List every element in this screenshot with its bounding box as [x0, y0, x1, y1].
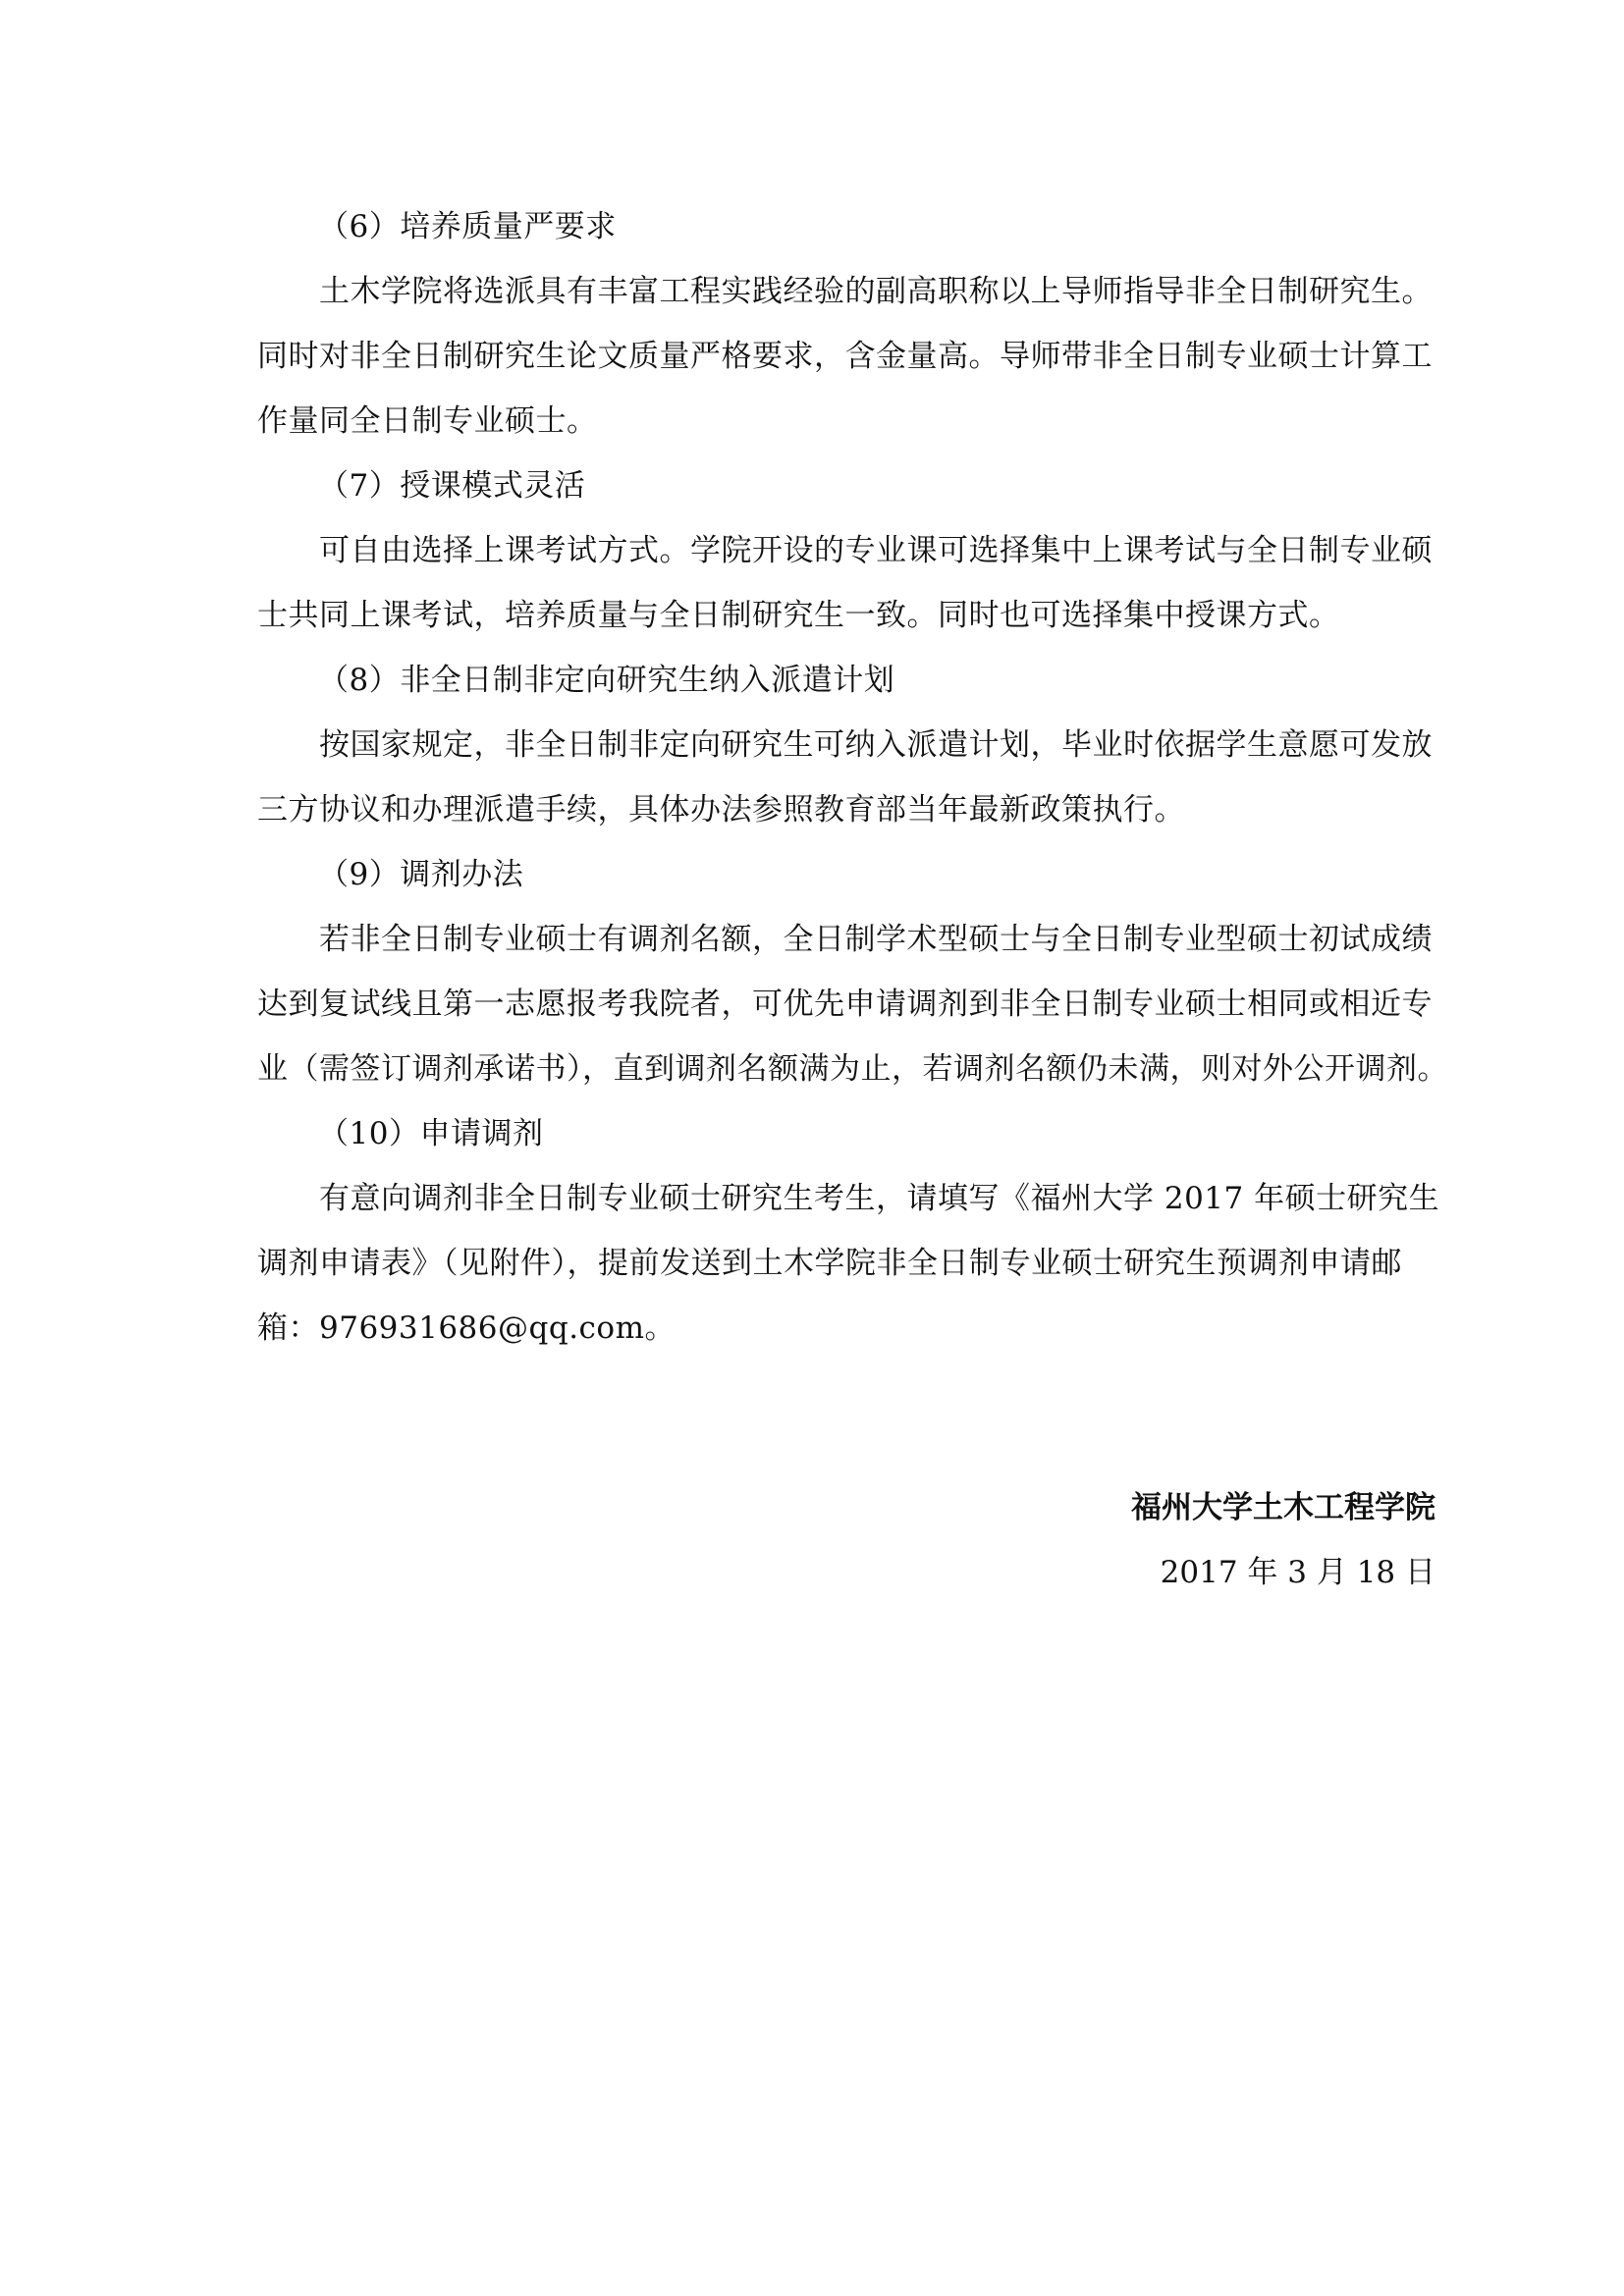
section-heading-text: （10）申请调剂	[318, 1116, 544, 1151]
paragraph-line: 作量同全日制专业硕士。	[257, 403, 598, 439]
paragraph	[257, 907, 1450, 1101]
section-7	[257, 454, 1450, 648]
paragraph-line: 士共同上课考试，培养质量与全日制研究生一致。同时也可选择集中授课方式。	[257, 598, 1340, 633]
paragraph-line: 可自由选择上课考试方式。学院开设的专业课可选择集中上课考试与全日制专业硕	[257, 533, 1433, 568]
paragraph	[257, 518, 1450, 648]
section-6	[257, 194, 1450, 454]
paragraph-line: 有意向调剂非全日制专业硕士研究生考生，请填写《福州大学 2017 年硕士研究生	[257, 1181, 1440, 1216]
paragraph-line: 箱：976931686@qq.com。	[257, 1310, 676, 1346]
paragraph-line: 按国家规定，非全日制非定向研究生可纳入派遣计划，毕业时依据学生意愿可发放	[257, 727, 1433, 763]
section-heading	[257, 1101, 1450, 1166]
paragraph-line: 达到复试线且第一志愿报考我院者，可优先申请调剂到非全日制专业硕士相同或相近专	[257, 987, 1433, 1022]
document-body	[257, 194, 1450, 1361]
section-heading-text: （6）培养质量严要求	[318, 209, 617, 244]
section-heading	[257, 194, 1450, 259]
section-10	[257, 1101, 1450, 1361]
paragraph-line: 土木学院将选派具有丰富工程实践经验的副高职称以上导师指导非全日制研究生。	[257, 274, 1433, 309]
signature-date: 2017 年 3 月 18 日	[1160, 1555, 1435, 1590]
section-heading	[257, 648, 1450, 713]
section-heading	[257, 842, 1450, 907]
section-9	[257, 842, 1450, 1101]
section-heading-text: （9）调剂办法	[318, 857, 524, 892]
paragraph-line: 若非全日制专业硕士有调剂名额，全日制学术型硕士与全日制专业型硕士初试成绩	[257, 922, 1433, 957]
paragraph	[257, 259, 1450, 454]
section-heading	[257, 454, 1450, 518]
paragraph-line: 三方协议和办理派遣手续，具体办法参照教育部当年最新政策执行。	[257, 792, 1185, 828]
section-8	[257, 648, 1450, 842]
paragraph	[257, 1166, 1450, 1361]
paragraph	[257, 713, 1450, 842]
paragraph-line: 同时对非全日制研究生论文质量严格要求，含金量高。导师带非全日制专业硕士计算工	[257, 339, 1433, 374]
section-heading-text: （8）非全日制非定向研究生纳入派遣计划	[318, 663, 895, 698]
paragraph-line: 业（需签订调剂承诺书），直到调剂名额满为止，若调剂名额仍未满，则对外公开调剂。	[257, 1051, 1448, 1087]
paragraph-line: 调剂申请表》（见附件），提前发送到土木学院非全日制专业硕士研究生预调剂申请邮	[257, 1246, 1402, 1281]
signature-organization: 福州大学土木工程学院	[1131, 1490, 1435, 1525]
section-heading-text: （7）授课模式灵活	[318, 468, 586, 504]
